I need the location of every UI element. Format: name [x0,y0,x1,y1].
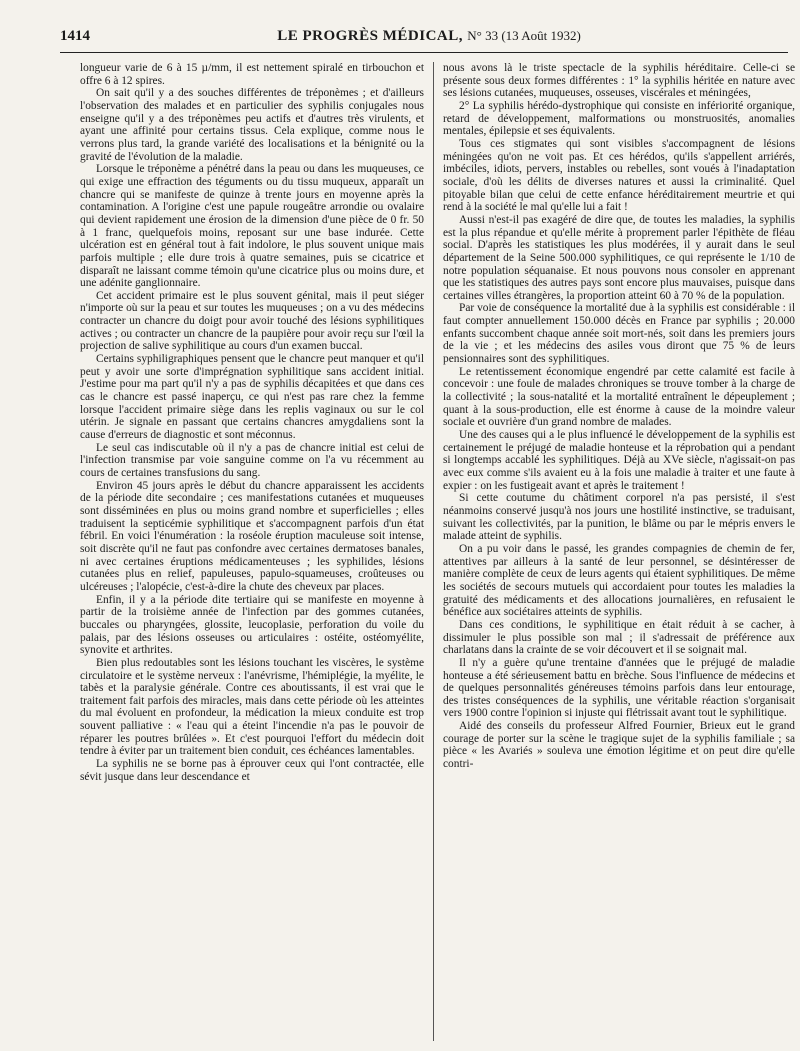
right-column [443,62,795,1043]
paragraph: Cet accident primaire est le plus souvent génital, mais il peut siéger n'importe où sur la peau et sur toutes les muqueuses ; on a vu des médecins contracter un chancre du doigt pour avoir touché des lésions syphilitiques actives ; ou contracter un chancre de la paupière pour avoir reçu sur l'œil la projection de salive syphilitique au cours d'un examen buccal. [80,289,424,353]
paragraph: Environ 45 jours après le début du chancre apparaissent les accidents de la période dite secondaire ; ces manifestations cutanées et muqueuses sont disséminées en plus ou moins grand nombre et superficielles ; elles traduisent la septicémie syphilitique et s'accompagnent parfois d'un état fébril. En voici l'énumération : la roséole éruption maculeuse soit intense, soit discrète qu'il ne faut pas confondre avec certaines dermatoses banales, ni avec certaines éruptions médicamenteuses ; les syphilides, lésions cutanées plus en relief, papuleuses, papulo-squameuses, croûteuses ou ulcéreuses ; l'alopécie, c'est-à-dire la chute des cheveux par places. [80,479,424,593]
paragraph: nous avons là le triste spectacle de la syphilis héréditaire. Celle-ci se présente sous deux formes différentes : 1° la syphilis héritée en nature avec ses lésions cutanées, muqueuses, osseuses, viscérales et méningées, [443,62,795,100]
journal-title: LE PROGRÈS MÉDICAL, N° 33 (13 Août 1932) [277,28,581,44]
paragraph: 2° La syphilis hérédo-dystrophique qui consiste en infériorité organique, retard de développement, malformations ou monstruosités, anomalies mentales, épilepsie et ses équivalents. [443,99,795,138]
paragraph: On sait qu'il y a des souches différentes de tréponèmes ; et d'ailleurs l'observation des malades et en particulier des syphilis conjugales nous enseigne qu'il y a des tréponèmes peu actifs et d'autres très virulents, et ayant une affinité pour certains tissus. Cela explique, comme nous le verrons plus tard, la grande variété des localisations et la bénignité ou la gravité de l'évolution de la maladie. [80,87,424,163]
paragraph: Si cette coutume du châtiment corporel n'a pas persisté, il s'est néanmoins conservé jusqu'à nos jours une hostilité instinctive, se traduisant, suivant les collectivités, par la punition, le blâme ou par le mépris envers le malade atteint de syphilis. [443,492,795,543]
paragraph: Par voie de conséquence la mortalité due à la syphilis est considérable : il faut compter annuellement 150.000 décès en France par syphilis ; 20.000 enfants succombent chaque année soit mort-nés, soit dans les premiers jours de la vie ; et les médecins des asiles vous diront que 75 % de leurs pensionnaires sont des syphilitiques. [443,302,795,366]
paragraph: Lorsque le tréponème a pénétré dans la peau ou dans les muqueuses, ce qui exige une effraction des téguments ou du tissu muqueux, apparaît un chancre qui se manifeste de quinze à trente jours en moyenne après la contamination. A l'origine c'est une papule rougeâtre arrondie ou ovalaire qui devient rapidement une érosion de la dimension d'une pièce de 0 fr. 50 à 1 franc, quelquefois moins, reposant sur une base indurée. Cette ulcération est en général tout à fait indolore, le plus souvent unique mais parfois multiple ; elle dure trois à quatre semaines, puis se cicatrice et disparaît ne laissant comme témoin qu'une cicatrice plus ou moins dure, et une adénite ganglionnaire. [80,163,424,290]
page-number: 1414 [60,28,90,44]
paragraph: Il n'y a guère qu'une trentaine d'années que le préjugé de maladie honteuse a été sérieusement battu en brèche. Sous l'influence de médecins et de quelques personnalités généreuses témoins parfois dans leur entourage, des tristes conséquences de la syphilis, une véritable réaction s'organisait vers 1900 contre l'opinion si injuste qui flétrissait avant tout le syphilitique. [443,656,795,720]
paragraph: Tous ces stigmates qui sont visibles s'accompagnent de lésions méningées qu'on ne voit pas. Et ces hérédos, qu'ils s'appellent arriérés, imbéciles, idiots, pervers, instables ou rebelles, sont voués à l'inadaptation sociale, d'où les délits de diverses natures et aussi la criminalité. Quel pitoyable bilan que celui de cette enfance héréditairement meurtrie et qui rend à la société le mal qu'elle lui a fait ! [443,137,795,214]
paragraph: Le retentissement économique engendré par cette calamité est facile à concevoir : une foule de malades chroniques se trouve tomber à la charge de la collectivité ; la sous-natalité et la mortalité entraînent le dépeuplement ; quant à la sous-production, elle est énorme à cause de la moindre valeur sociale et ouvrière d'un grand nombre de malades. [443,365,795,429]
paragraph: Dans ces conditions, le syphilitique en était réduit à se cacher, à dissimuler le plus possible son mal ; il s'adressait de préférence aux charlatans dans la crainte de se voir découvert et il se soignait mal. [443,618,795,657]
paragraph: La syphilis ne se borne pas à éprouver ceux qui l'ont contractée, elle sévit jusque dans leur descendance et [80,758,424,783]
paragraph: On a pu voir dans le passé, les grandes compagnies de chemin de fer, attentives par ailleurs à la santé de leur personnel, se désintéresser de manière complète de ceux de leurs agents qui étaient syphilitiques. De même les sociétés de secours mutuels qui accordaient pour toutes les maladies la gratuité des médicaments et des allocations journalières, en refusaient le bénéfice aux sociétaires atteints de syphilis. [443,542,795,619]
issue-info: N° 33 (13 Août 1932) [467,28,581,43]
paragraph: Enfin, il y a la période dite tertiaire qui se manifeste en moyenne à partir de la troisième année de l'infection par des gommes cutanées, buccales ou pharyngées, glossite, leucoplasie, perforation du voile du palais, par des lésions osseuses ou articulaires : ostéite, ostéomyélite, synovite et arthrites. [80,593,424,657]
journal-name: LE PROGRÈS MÉDICAL [277,28,459,44]
left-column [80,62,424,1043]
paragraph: Aidé des conseils du professeur Alfred Fournier, Brieux eut le grand courage de porter sur la scène le tragique sujet de la syphilis familiale ; sa pièce « les Avariés » souleva une émotion légitime et on peut dire qu'elle contri- [443,720,795,771]
paragraph: Une des causes qui a le plus influencé le développement de la syphilis est certainement le préjugé de maladie honteuse et la réprobation qui a pendant si longtemps accablé les syphilitiques. Déjà au XVe siècle, n'agissait-on pas avec eux comme s'ils avaient eu à la fois une maladie à traiter et une faute à expier : on les fustigeait avant et après le traitement ! [443,429,795,492]
column-divider [433,62,434,1041]
paragraph: Certains syphiligraphiques pensent que le chancre peut manquer et qu'il peut y avoir une sorte d'imprégnation syphilitique sans accident initial. J'estime pour ma part qu'il n'y a pas de syphilis décapitées et que dans ces cas le chancre est passé inaperçu, ce qui n'est pas rare chez la femme lorsque l'accident primaire siège dans les replis vaginaux ou sur le col utérin. Je signale en passant que certains chancres amygdaliens sont la cause d'erreurs de diagnostic et sont méconnus. [80,353,424,442]
paragraph: Bien plus redoutables sont les lésions touchant les viscères, le système circulatoire et le système nerveux : l'anévrisme, l'hémiplégie, la myélite, le tabès et la paralysie générale. Contre ces aboutissants, il est vrai que le traitement fait parfois des miracles, mais dans cette période où les atteintes du mal évoluent en profondeur, la médication la mieux conduite est trop souvent palliative : « l'eau qui a éteint l'incendie n'a pas le pouvoir de réparer les poutres brûlées ». Et c'est pourquoi l'effort du médecin doit tendre à éviter par un traitement bien conduit, ces échéances lamentables. [80,656,424,758]
paragraph: Aussi n'est-il pas exagéré de dire que, de toutes les maladies, la syphilis est la plus répandue et qu'elle mérite à proprement parler l'épithète de fléau social. D'après les statistiques les plus modérées, il y aurait dans le seul département de la Seine 500.000 syphilitiques, ce qui représente le 1/10 de notre population séquanaise. Et nous pouvons nous consoler en apprenant que les statistiques des autres pays sont encore plus mauvaises, puisque dans certaines villes étrangères, la proportion atteint 60 à 70 % de la population. [443,213,795,302]
paragraph: longueur varie de 6 à 15 µ/mm, il est nettement spiralé en tirbouchon et offre 6 à 12 spires. [80,62,424,87]
running-header [60,28,788,53]
paragraph: Le seul cas indiscutable où il n'y a pas de chancre initial est celui de l'infection transmise par voie sanguine comme on l'a vu récemment au cours de certaines transfusions du sang. [80,441,424,479]
